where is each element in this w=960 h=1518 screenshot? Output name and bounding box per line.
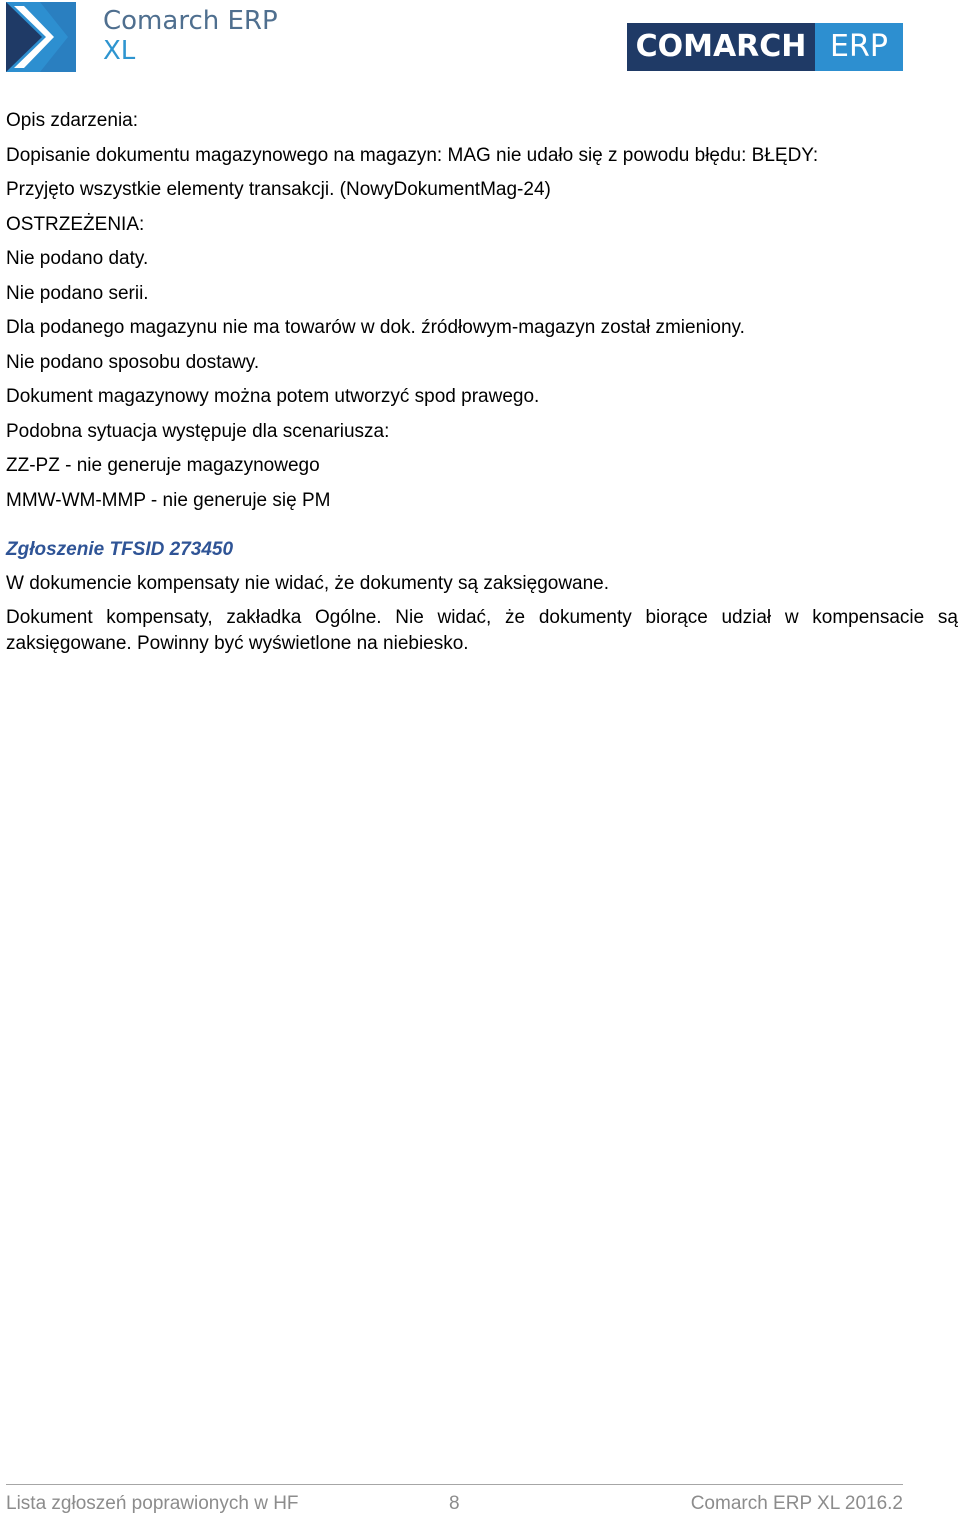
logo-text-xl: XL xyxy=(103,36,136,66)
footer-document-title: Lista zgłoszeń poprawionych w HF xyxy=(6,1493,299,1514)
footer-product-version: Comarch ERP XL 2016.2 xyxy=(690,1493,903,1514)
text-line: Przyjęto wszystkie elementy transakcji. (NowyDokumentMag-24) xyxy=(6,179,551,200)
footer-page-number: 8 xyxy=(449,1493,460,1514)
footer-divider xyxy=(6,1484,903,1485)
text-line: ZZ-PZ - nie generuje magazynowego xyxy=(6,455,320,476)
document-body xyxy=(6,104,958,657)
text-line: Nie podano serii. xyxy=(6,282,149,304)
page-header xyxy=(0,0,960,80)
text-line: Dokument magazynowy można potem utworzyć spod prawego. xyxy=(6,386,540,407)
comarch-erp-xl-logo xyxy=(6,2,306,72)
text-line: Nie podano sposobu dostawy. xyxy=(6,351,260,373)
logo-badge-erp: ERP xyxy=(815,23,903,71)
comarch-erp-badge-logo xyxy=(627,23,903,71)
section-text-line: W dokumencie kompensaty nie widać, że dokumenty są zaksięgowane. xyxy=(6,573,610,594)
text-line: OSTRZEŻENIA: xyxy=(6,213,145,235)
section-paragraph: Dokument kompensaty, zakładka Ogólne. Nie widać, że dokumenty biorące udział w kompensacie są zaksięgowane. Powinny być wyświetlone na niebiesko. xyxy=(6,607,958,654)
text-line: MMW-WM-MMP - nie generuje się PM xyxy=(6,489,331,511)
section-heading: Zgłoszenie TFSID 273450 xyxy=(6,539,234,560)
page-footer xyxy=(6,1490,903,1518)
text-line: Podobna sytuacja występuje dla scenariusza: xyxy=(6,420,390,442)
comarch-logo-icon xyxy=(6,2,76,72)
logo-text-comarch-erp: Comarch ERP xyxy=(103,6,278,36)
text-line: Dla podanego magazynu nie ma towarów w dok. źródłowym-magazyn został zmieniony. xyxy=(6,317,745,338)
logo-badge-comarch: COMARCH xyxy=(627,23,815,71)
text-line: Opis zdarzenia: xyxy=(6,110,139,131)
text-line: Nie podano daty. xyxy=(6,248,149,269)
text-line: Dopisanie dokumentu magazynowego na magazyn: MAG nie udało się z powodu błędu: BŁĘDY: xyxy=(6,144,819,166)
